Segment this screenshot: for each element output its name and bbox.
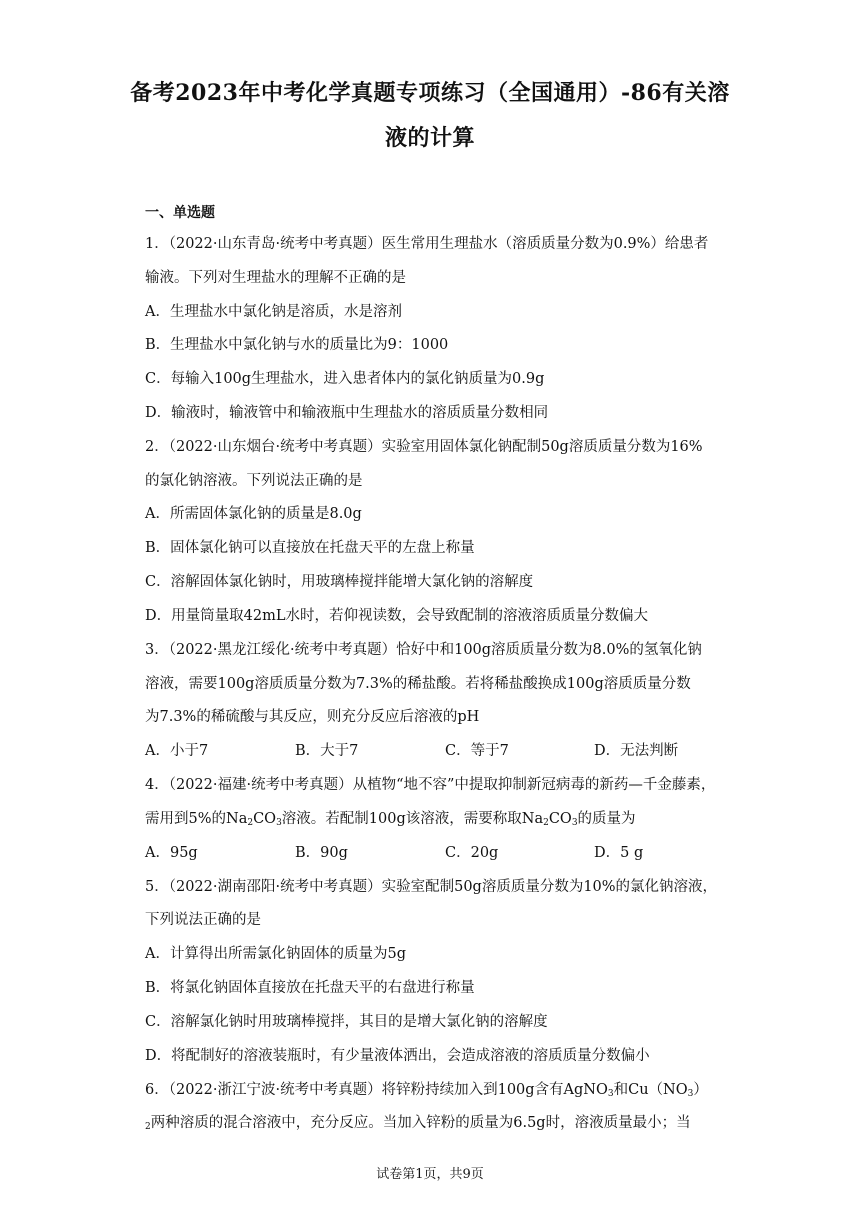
q6-text-part: ） — [693, 1082, 708, 1098]
question-5-option-b: B．将氯化钠固体直接放在托盘天平的右盘进行称量 — [145, 980, 475, 996]
q4-subscript: 2 — [543, 818, 549, 828]
question-2-option-a: A．所需固体氯化钠的质量是8.0g — [145, 506, 362, 522]
question-5-line-1: 5．（2022·湖南邵阳·统考中考真题）实验室配制50g溶质质量分数为10%的氯化钠溶液， — [145, 879, 718, 895]
q4-subscript: 2 — [247, 818, 254, 828]
question-1-option-c: C．每输入100g生理盐水，进入患者体内的氯化钠质量为0.9g — [145, 371, 545, 387]
question-4-line-2 — [145, 807, 636, 828]
question-3-option-d: D．无法判断 — [594, 743, 679, 759]
question-4-option-c: C．20g — [445, 845, 499, 861]
question-5-option-c: C．溶解氯化钠时用玻璃棒搅拌，其目的是增大氯化钠的溶解度 — [145, 1014, 548, 1030]
question-3-line-1: 3．（2022·黑龙江绥化·统考中考真题）恰好中和100g溶质质量分数为8.0%的氢氧化钠 — [145, 642, 702, 658]
question-1-line-2: 输液。下列对生理盐水的理解不正确的是 — [145, 270, 406, 286]
q4-text-part: CO — [548, 811, 572, 827]
q6-text-part: 6．（2022·浙江宁波·统考中考真题）将锌粉持续加入到100g含有AgNO — [145, 1082, 608, 1098]
question-1-option-b: B．生理盐水中氯化钠与水的质量比为9：1000 — [145, 337, 449, 353]
q6-subscript: 3 — [687, 1089, 694, 1099]
q6-subscript: 2 — [145, 1122, 151, 1132]
q4-subscript: 3 — [571, 818, 578, 828]
question-3-line-3: 为7.3%的稀硫酸与其反应，则充分反应后溶液的pH — [145, 709, 480, 725]
question-2-line-2: 的氯化钠溶液。下列说法正确的是 — [145, 473, 363, 489]
question-5-option-d: D．将配制好的溶液装瓶时，有少量液体洒出，会造成溶液的溶质质量分数偏小 — [145, 1048, 650, 1064]
question-1-option-a: A．生理盐水中氯化钠是溶质，水是溶剂 — [145, 304, 402, 320]
question-2-option-c: C．溶解固体氯化钠时，用玻璃棒搅拌能增大氯化钠的溶解度 — [145, 574, 534, 590]
q6-subscript: 3 — [607, 1089, 614, 1099]
question-4-option-d: D．5 g — [594, 845, 644, 861]
document-title-line-1: 备考2023年中考化学真题专项练习（全国通用）-86有关溶 — [130, 80, 730, 106]
question-5-option-a: A．计算得出所需氯化钠固体的质量为5g — [145, 946, 406, 962]
q4-text-part: 需用到5%的Na — [145, 811, 248, 827]
question-4-line-1: 4．（2022·福建·统考中考真题）从植物“地不容”中提取抑制新冠病毒的新药—千金藤素， — [145, 777, 716, 793]
document-title-line-2: 液的计算 — [384, 125, 475, 151]
q4-subscript: 3 — [276, 818, 282, 828]
question-3-option-c: C．等于7 — [445, 743, 509, 759]
question-6-line-1 — [145, 1078, 708, 1099]
question-3-line-2: 溶液，需要100g溶质质量分数为7.3%的稀盐酸。若将稀盐酸换成100g溶质质量分数 — [145, 676, 691, 692]
question-2-option-d: D．用量筒量取42mL水时，若仰视读数，会导致配制的溶液溶质质量分数偏大 — [145, 608, 648, 624]
page-footer: 试卷第1页，共9页 — [376, 1167, 484, 1182]
q4-text-part: 的质量为 — [577, 811, 636, 827]
question-2-option-b: B．固体氯化钠可以直接放在托盘天平的左盘上称量 — [145, 540, 475, 556]
question-2-line-1: 2．（2022·山东烟台·统考中考真题）实验室用固体氯化钠配制50g溶质质量分数为16% — [145, 439, 703, 455]
q6-text-part: 两种溶质的混合溶液中，充分反应。当加入锌粉的质量为6.5g时，溶液质量最小；当 — [150, 1115, 691, 1131]
question-3-option-a: A．小于7 — [145, 743, 209, 759]
question-5-line-2: 下列说法正确的是 — [145, 912, 261, 928]
question-4-option-b: B．90g — [295, 845, 348, 861]
question-3-option-b: B．大于7 — [295, 743, 359, 759]
question-6-line-2 — [145, 1111, 691, 1132]
q4-text-part: 溶液。若配制100g该溶液，需要称取Na — [281, 811, 544, 827]
question-1-line-1: 1．（2022·山东青岛·统考中考真题）医生常用生理盐水（溶质质量分数为0.9%）给患者 — [145, 236, 709, 252]
question-1-option-d: D．输液时，输液管中和输液瓶中生理盐水的溶质质量分数相同 — [145, 405, 549, 421]
question-4-option-a: A．95g — [145, 845, 198, 861]
q4-text-part: CO — [253, 811, 277, 827]
section-heading: 一、单选题 — [145, 205, 215, 221]
q6-text-part: 和Cu（NO — [613, 1082, 688, 1098]
